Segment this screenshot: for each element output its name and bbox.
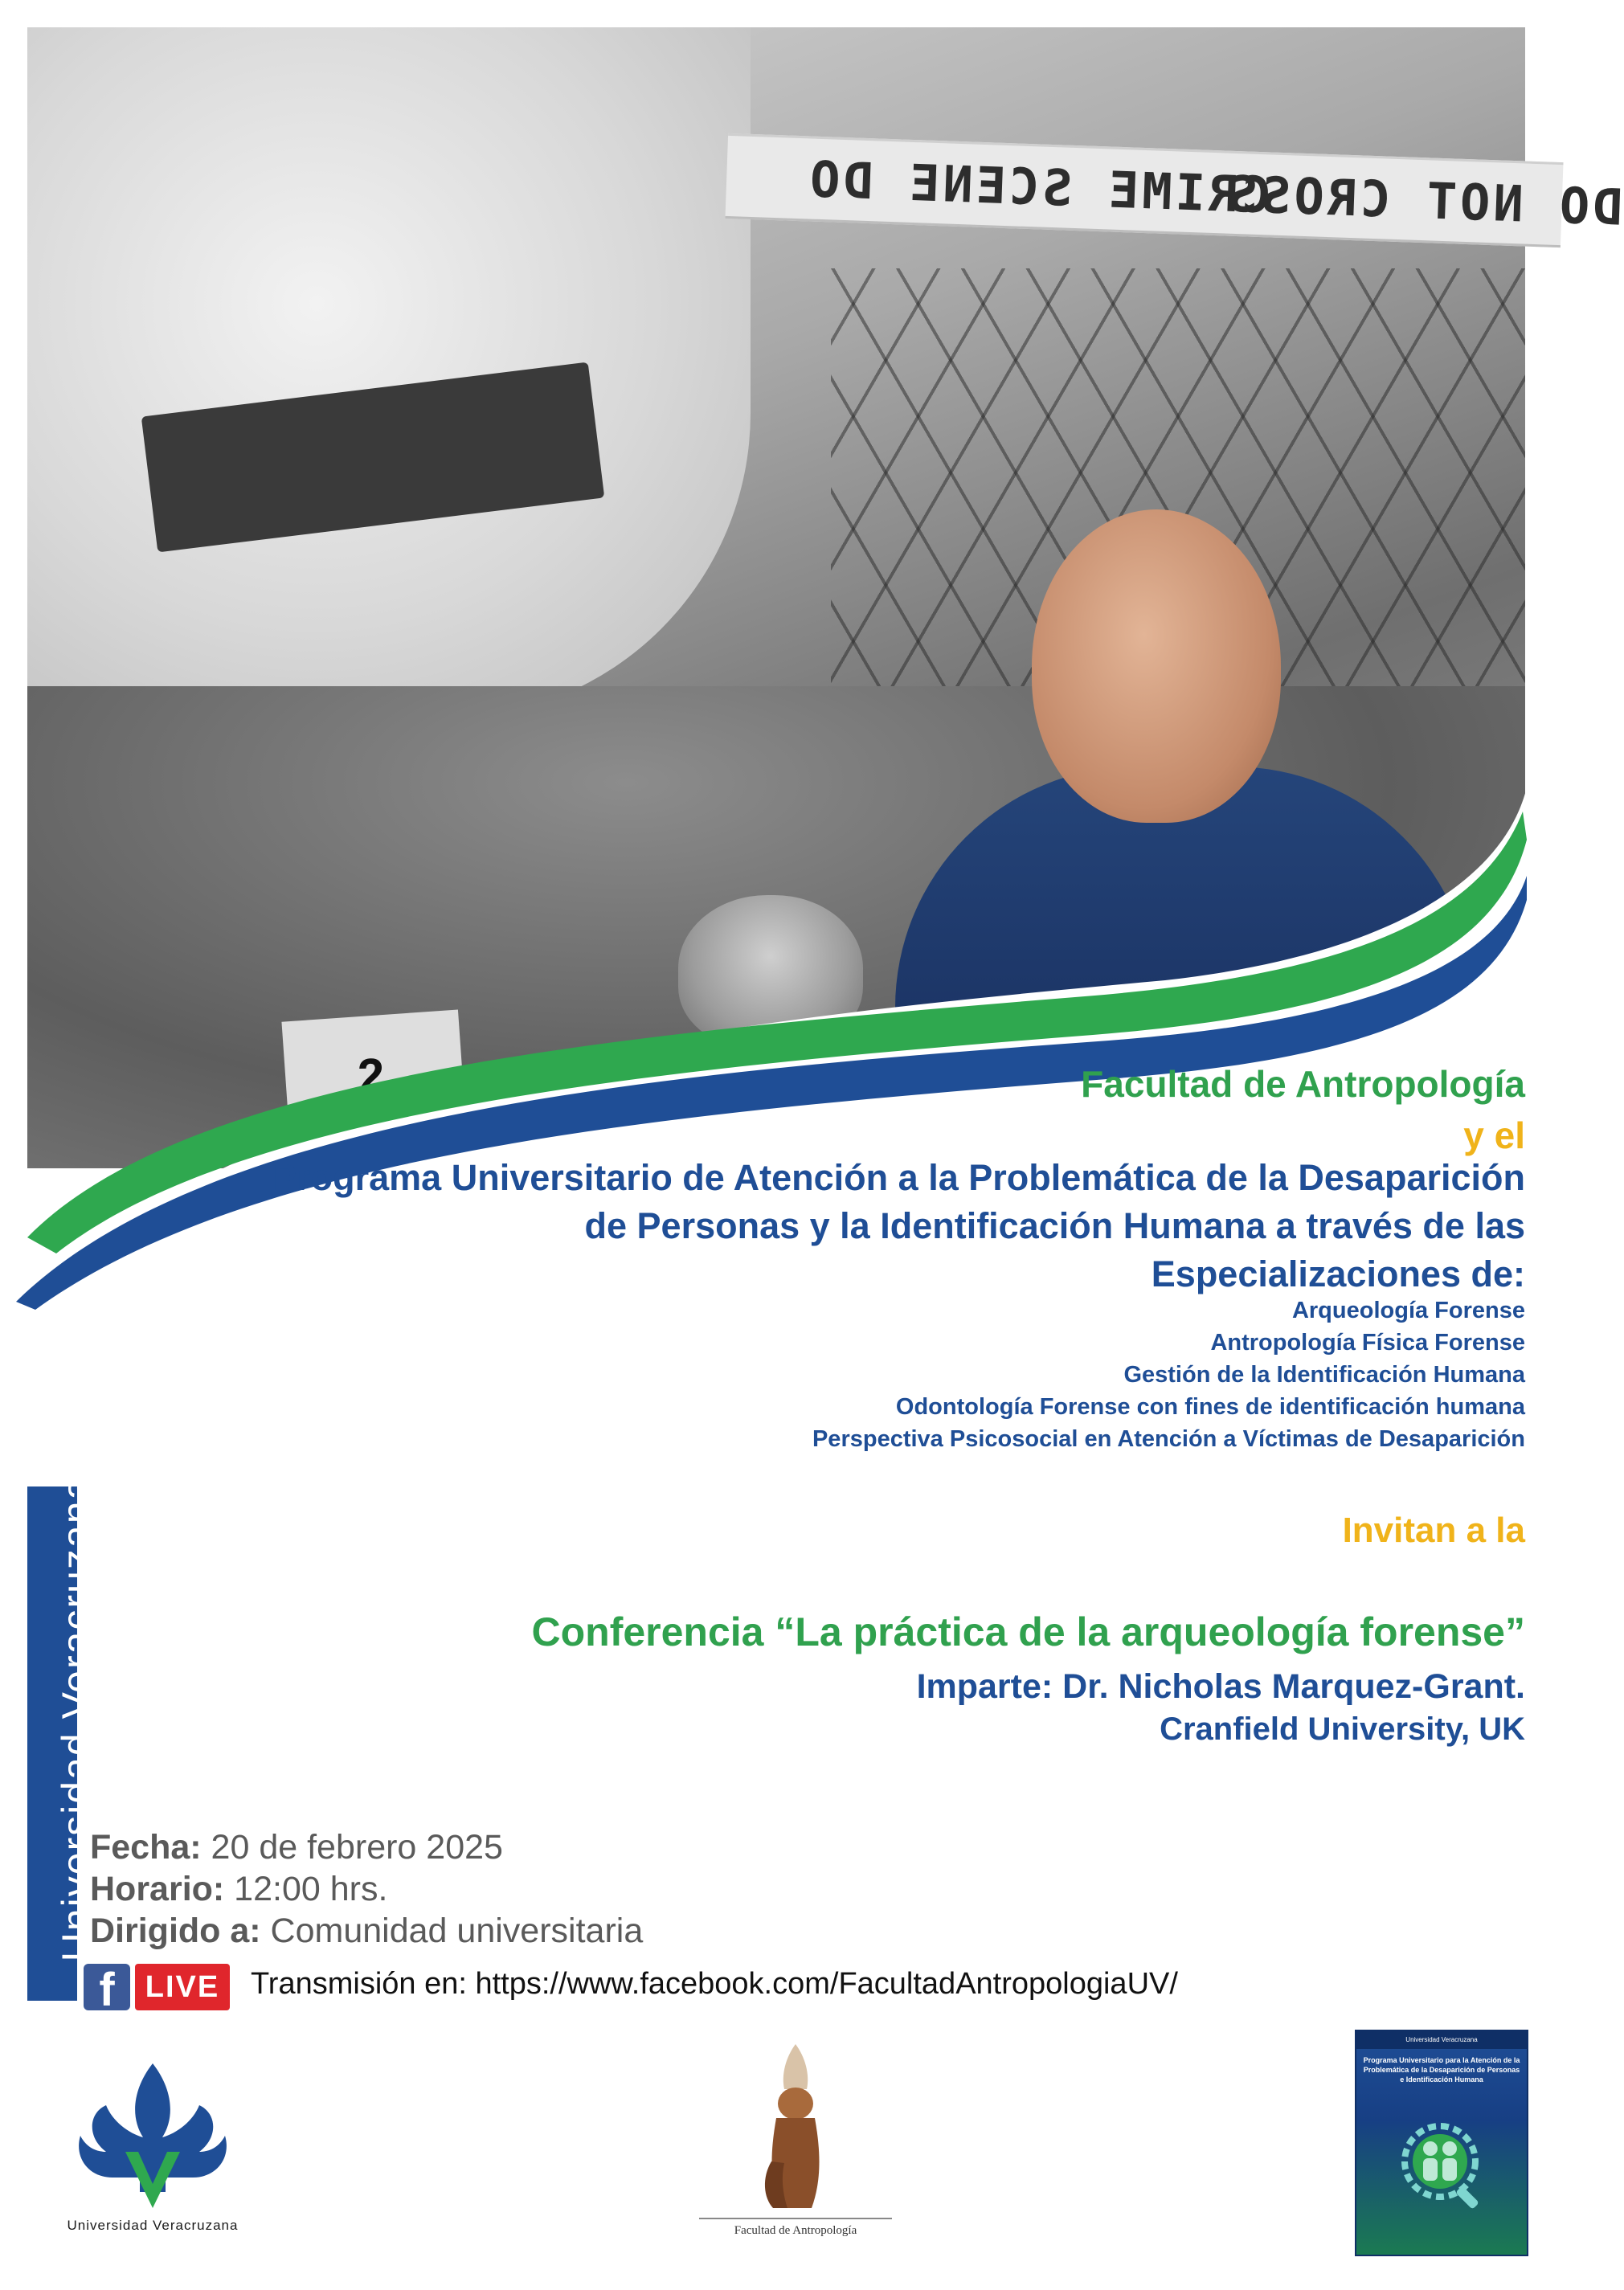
- specialization-item: Arqueología Forense: [1291, 1298, 1525, 1323]
- specialization-item: Antropología Física Forense: [1210, 1330, 1525, 1356]
- faculty-title: Facultad de Antropología: [1081, 1063, 1525, 1105]
- evidence-marker-number: 2: [356, 1048, 387, 1104]
- program-line-3: Especializaciones de:: [1151, 1253, 1525, 1294]
- program-logo-title: Programa Universitario para la Atención de la Problemática de la Desaparición de Personas e Identificación Humana: [1363, 2056, 1520, 2083]
- time-line: [90, 1870, 387, 1909]
- specialization-item: Perspectiva Psicosocial en Atención a Víctimas de Desaparición: [812, 1426, 1525, 1452]
- speaker-affiliation: Cranfield University, UK: [1160, 1711, 1525, 1747]
- speaker-name: Imparte: Dr. Nicholas Marquez-Grant.: [916, 1667, 1525, 1706]
- specialization-item: Gestión de la Identificación Humana: [1123, 1362, 1525, 1388]
- date-line: [90, 1828, 503, 1867]
- invite-text: Invitan a la: [1342, 1511, 1525, 1550]
- audience-value: Comunidad universitaria: [260, 1912, 644, 1950]
- university-sidebar-label: Universidad Veracruzana: [54, 1475, 99, 1962]
- conference-title: Conferencia “La práctica de la arqueología forense”: [531, 1609, 1525, 1654]
- audience-label: Dirigido a:: [90, 1912, 261, 1950]
- uv-fleur-de-lis-logo: [56, 2057, 249, 2218]
- time-value: 12:00 hrs.: [224, 1870, 388, 1908]
- specialization-item: Odontología Forense con fines de identificación humana: [895, 1394, 1525, 1420]
- audience-line: [90, 1912, 643, 1951]
- date-value: 20 de febrero 2025: [201, 1828, 503, 1867]
- magnifier-people-icon: [1393, 2115, 1490, 2211]
- anthropology-logo-label: Facultad de Antropología: [699, 2218, 892, 2238]
- date-label: Fecha:: [90, 1828, 202, 1867]
- facebook-icon[interactable]: f: [84, 1964, 130, 2010]
- connector-text: y el: [1463, 1114, 1525, 1156]
- tape-text-2: DO NOT CROSS: [1223, 164, 1624, 237]
- program-line-2: de Personas y la Identificación Humana a través de las: [584, 1205, 1525, 1246]
- stream-link[interactable]: Transmisión en: https://www.facebook.com/FacultadAntropologiaUV/: [251, 1967, 1178, 2001]
- time-label: Horario:: [90, 1870, 225, 1908]
- program-line-1: Programa Universitario de Atención a la Problemática de la Desaparición: [272, 1157, 1525, 1198]
- live-badge: LIVE: [135, 1964, 230, 2010]
- program-logo-header: Universidad Veracruzana: [1356, 2031, 1527, 2049]
- anthropology-figurine-logo: [723, 2041, 868, 2218]
- uv-logo-label: Universidad Veracruzana: [67, 2218, 239, 2233]
- tape-text-1: CRIME SCENE DO: [805, 149, 1273, 225]
- program-logo: [1355, 2030, 1528, 2256]
